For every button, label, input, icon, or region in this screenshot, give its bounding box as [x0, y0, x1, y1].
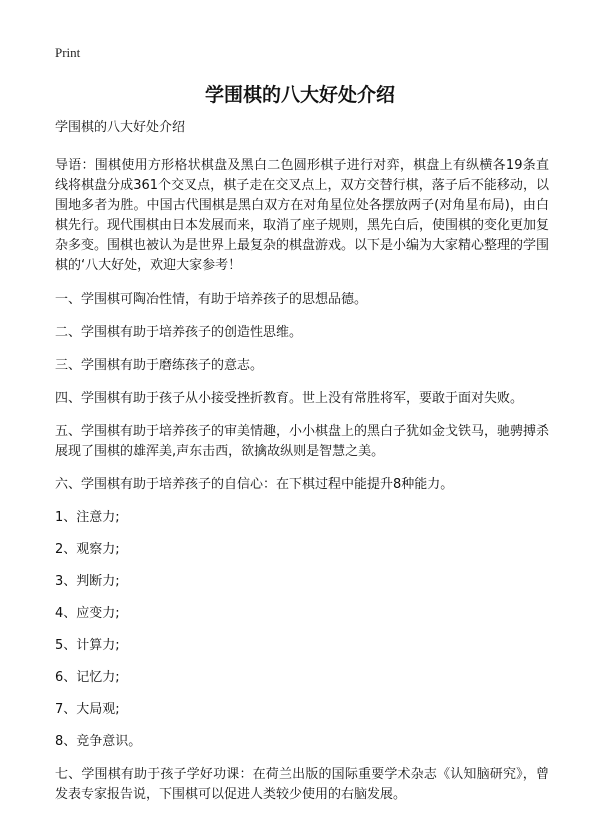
ability-item-observation: 2、观察力; — [55, 542, 120, 557]
ability-list — [55, 508, 549, 752]
section-3: 三、学围棋有助于磨练孩子的意志。 — [55, 358, 264, 373]
intro-paragraph: 导语：围棋使用方形格状棋盘及黑白二色圆形棋子进行对弈，棋盘上有纵横各19条直线将棋盘分成361个交叉点，棋子走在交叉点上，双方交替行棋，落子后不能移动，以围地多者为胜。中国古代围棋是黑白双方在对角星位处各摆放两子(对角星布局)，由白棋先行。现代围棋由日本发展而来，取消了座子规则，黑先白后，使围棋的变化更加复杂多变。围棋也被认为是世界上最复杂的棋盘游戏。以下是小编为大家精心整理的学围棋的‘八大好处，欢迎大家参考！ — [55, 158, 550, 273]
ability-item-big-picture: 7、大局观; — [55, 702, 120, 717]
section-2: 二、学围棋有助于培养孩子的创造性思维。 — [55, 325, 303, 340]
section-1: 一、学围棋可陶冶性情，有助于培养孩子的思想品德。 — [55, 292, 368, 307]
section-4: 四、学围棋有助于孩子从小接受挫折教育。世上没有常胜将军，要敢于面对失败。 — [55, 391, 524, 406]
ability-item-competition: 8、竞争意识。 — [55, 734, 142, 749]
document-subtitle: 学围棋的八大好处介绍 — [55, 120, 186, 135]
document-title: 学围棋的八大好处介绍 — [204, 84, 395, 106]
ability-item-calculation: 5、计算力; — [55, 638, 120, 653]
section-7: 七、学围棋有助于孩子学好功课：在荷兰出版的国际重要学术杂志《认知脑研究》，曾发表专家报告说，下围棋可以促进人类较少使用的右脑发展。 — [55, 767, 549, 802]
ability-item-judgment: 3、判断力; — [55, 574, 120, 589]
section-5: 五、学围棋有助于培养孩子的审美情趣，小小棋盘上的黑白子犹如金戈铁马，驰骋搏杀展现了围棋的雄浑美,声东击西，欲擒故纵则是智慧之美。 — [55, 424, 550, 459]
print-link[interactable]: Print — [55, 45, 81, 60]
document-body — [55, 118, 549, 818]
ability-item-adaptability: 4、应变力; — [55, 606, 120, 621]
ability-item-memory: 6、记忆力; — [55, 670, 120, 685]
section-6: 六、学围棋有助于培养孩子的自信心：在下棋过程中能提升8种能力。 — [55, 477, 454, 492]
ability-item-attention: 1、注意力; — [55, 510, 120, 525]
